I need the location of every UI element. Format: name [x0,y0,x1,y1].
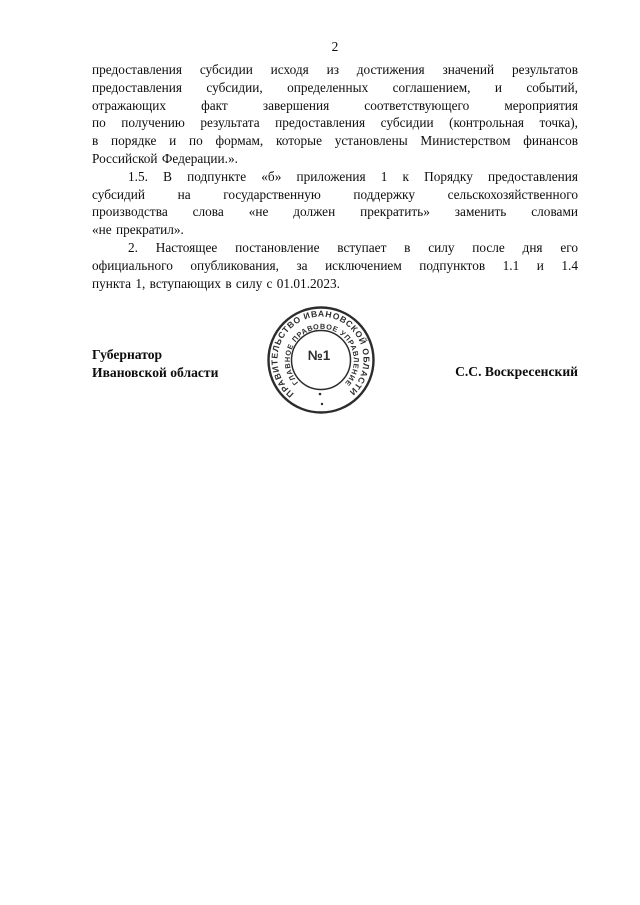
seal-separator-star [319,393,322,396]
text-line: субсидий на государственную поддержку сельскохозяйственного [92,186,578,202]
text-line: предоставления субсидии исходя из достижения значений результатов [92,62,578,77]
signer-position [92,346,218,382]
text-line: официального опубликования, за исключением подпунктов 1.1 и 1.4 [92,257,578,273]
seal-outer-text: ПРАВИТЕЛЬСТВО ИВАНОВСКОЙ ОБЛАСТИ [269,308,372,400]
text-line: по получению результата предоставления субсидии (контрольная точка), [92,115,578,131]
text-line: Российской Федерации.». [92,150,238,166]
signer-position-line2: Ивановской области [92,364,219,380]
body-text-block [92,61,578,292]
official-seal-stamp [258,297,384,423]
text-line: предоставления субсидии, определенных соглашением, и событий, [92,79,578,95]
signer-name: С.С. Воскресенский [455,364,578,379]
text-line: 2. Настоящее постановление вступает в силу после дня его [128,239,578,255]
page-number: 2 [331,39,339,54]
text-line: «не прекратил». [92,222,184,238]
seal-inner-text: ГЛАВНОЕ ПРАВОВОЕ УПРАВЛЕНИЕ [282,321,361,389]
signer-position-line1: Губернатор [92,347,163,362]
text-line: отражающих факт завершения соответствующего мероприятия [92,97,578,113]
seal-separator-dot [321,403,323,405]
text-line: в порядке и по формам, которые установлены Министерством финансов [92,133,578,149]
text-line: пункта 1, вступающих в силу с 01.01.2023. [92,275,340,291]
text-line: производства слова «не должен прекратить» заменить словами [92,204,578,220]
seal-number: №1 [307,348,331,363]
text-line: 1.5. В подпункте «б» приложения 1 к Порядку предоставления [128,168,578,184]
